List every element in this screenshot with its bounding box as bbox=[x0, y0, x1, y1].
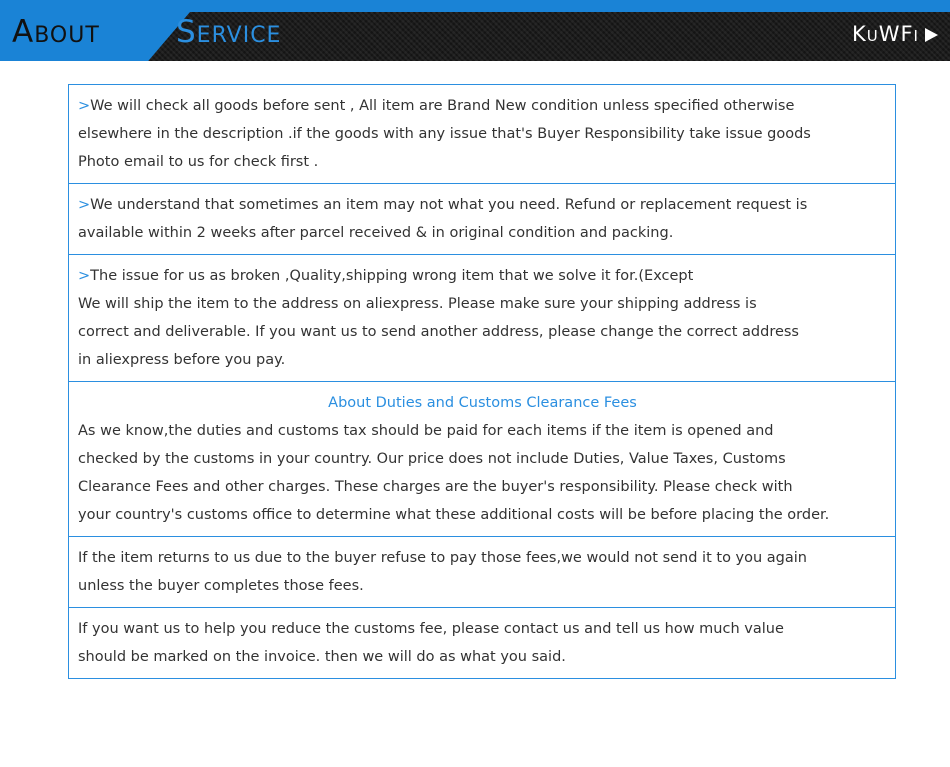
section-customs-fee-help bbox=[69, 607, 895, 678]
paragraph-line: >The issue for us as broken ,Quality,shipping wrong item that we solve it for.(Except bbox=[78, 268, 694, 284]
paragraph-line: elsewhere in the description .if the goods with any issue that's Buyer Responsibility take issue goods bbox=[78, 126, 811, 142]
chevron-right-marker: > bbox=[78, 268, 91, 284]
banner-accent-strip bbox=[0, 0, 950, 12]
paragraph-line: If the item returns to us due to the buyer refuse to pay those fees,we would not send it to you again bbox=[78, 550, 807, 566]
section-customs-duties bbox=[69, 381, 895, 536]
paragraph-line: As we know,the duties and customs tax should be paid for each items if the item is opened and bbox=[78, 423, 774, 439]
paragraph-line: If you want us to help you reduce the customs fee, please contact us and tell us how much value bbox=[78, 621, 784, 637]
section-refused-returns bbox=[69, 536, 895, 607]
header-banner bbox=[0, 0, 950, 61]
about-title: About bbox=[12, 14, 100, 50]
paragraph-line: Photo email to us for check first . bbox=[78, 154, 319, 170]
paragraph-line: correct and deliverable. If you want us to send another address, please change the correct address bbox=[78, 324, 799, 340]
brand-logo bbox=[852, 24, 938, 45]
arrow-right-icon bbox=[925, 28, 938, 42]
brand-name: KuWFi bbox=[851, 22, 919, 46]
paragraph-line: should be marked on the invoice. then we will do as what you said. bbox=[78, 649, 566, 665]
paragraph-line: >We understand that sometimes an item may not what you need. Refund or replacement request is bbox=[78, 197, 808, 213]
paragraph-line: available within 2 weeks after parcel received & in original condition and packing. bbox=[78, 225, 674, 241]
paragraph-line: checked by the customs in your country. Our price does not include Duties, Value Taxes, Customs bbox=[78, 451, 786, 467]
service-policy-box bbox=[68, 84, 896, 679]
paragraph-line: unless the buyer completes those fees. bbox=[78, 578, 364, 594]
section-shipping-policy bbox=[69, 254, 895, 381]
service-title: Service bbox=[176, 14, 282, 50]
chevron-right-marker: > bbox=[78, 98, 91, 114]
section-inspection-policy bbox=[69, 85, 895, 183]
chevron-right-marker: > bbox=[78, 197, 91, 213]
paragraph-line: in aliexpress before you pay. bbox=[78, 352, 286, 368]
paragraph-line: your country's customs office to determine what these additional costs will be before placing the order. bbox=[78, 507, 830, 523]
paragraph-line: Clearance Fees and other charges. These charges are the buyer's responsibility. Please check with bbox=[78, 479, 793, 495]
paragraph-line: We will ship the item to the address on aliexpress. Please make sure your shipping address is bbox=[78, 296, 757, 312]
paragraph-line: >We will check all goods before sent , All item are Brand New condition unless specified otherwise bbox=[78, 98, 795, 114]
section-refund-policy bbox=[69, 183, 895, 254]
section-heading: About Duties and Customs Clearance Fees bbox=[328, 395, 637, 411]
